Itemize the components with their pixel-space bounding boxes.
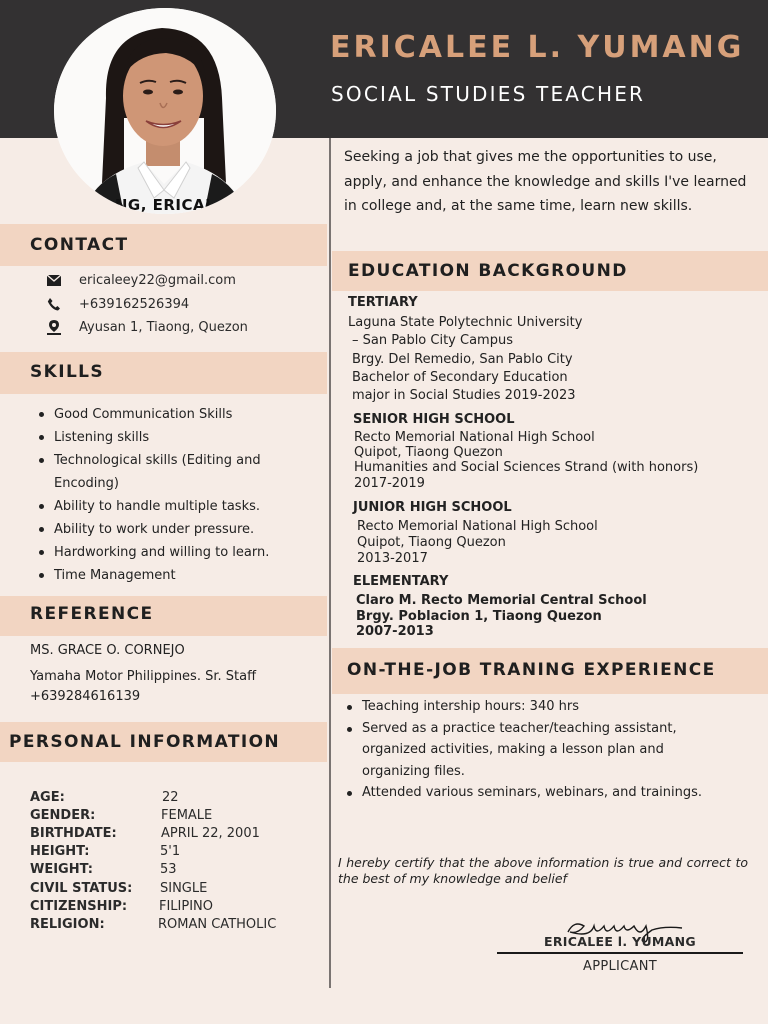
pi-value-age: 22: [162, 790, 179, 805]
edu-elementary-label: ELEMENTARY: [353, 574, 449, 589]
skill-item: Hardworking and willing to learn.: [36, 541, 306, 564]
edu-senior-line: Quipot, Tiaong Quezon: [354, 445, 503, 460]
photo-caption: NG, ERICAL: [114, 196, 216, 214]
edu-tertiary-line: Laguna State Polytechnic University: [348, 315, 583, 330]
edu-elementary-line: 2007-2013: [356, 624, 434, 639]
skill-item: Ability to handle multiple tasks.: [36, 495, 306, 518]
personal-info-heading: PERSONAL INFORMATION: [9, 732, 281, 752]
skill-item: Ability to work under pressure.: [36, 518, 306, 541]
signatory-name: ERICALEE l. YUMANG: [544, 934, 696, 949]
edu-junior-label: JUNIOR HIGH SCHOOL: [353, 500, 512, 515]
contact-address: [46, 318, 248, 336]
pi-label-citizenship: CITIZENSHIP:: [30, 899, 128, 914]
contact-email[interactable]: [46, 271, 236, 289]
envelope-icon: [46, 272, 62, 288]
skill-item: Good Communication Skills: [36, 403, 306, 426]
pi-label-religion: RELIGION:: [30, 917, 105, 932]
pi-value-gender: FEMALE: [161, 808, 213, 823]
career-objective: Seeking a job that gives me the opportunities to use, apply, and enhance the knowledge and skills I've learned in college and, at the same time, learn new skills.: [344, 149, 747, 214]
certification-statement: I hereby certify that the above information is true and correct to the best of my knowledge and belief: [338, 855, 748, 886]
skills-list: [36, 403, 306, 587]
contact-email-text: ericaleey22@gmail.com: [79, 272, 236, 288]
pi-label-height: HEIGHT:: [30, 844, 90, 859]
skill-item: Listening skills: [36, 426, 306, 449]
pi-label-age: AGE:: [30, 790, 65, 805]
edu-elementary-line: Claro M. Recto Memorial Central School: [356, 593, 647, 608]
reference-heading: REFERENCE: [30, 604, 154, 624]
pi-value-birthdate: APRIL 22, 2001: [161, 826, 260, 841]
edu-junior-line: Quipot, Tiaong Quezon: [357, 535, 506, 550]
edu-tertiary-line: Bachelor of Secondary Education: [352, 370, 568, 385]
pi-value-civil-status: SINGLE: [160, 881, 208, 896]
pi-value-religion: ROMAN CATHOLIC: [158, 917, 277, 932]
pi-label-civil-status: CIVIL STATUS:: [30, 881, 133, 896]
ojt-item: Attended various seminars, webinars, and trainings.: [344, 782, 704, 804]
reference-position: Yamaha Motor Philippines. Sr. Staff: [30, 669, 257, 684]
location-icon: [46, 319, 62, 335]
edu-senior-line: Recto Memorial National High School: [354, 430, 595, 445]
pi-label-birthdate: BIRTHDATE:: [30, 826, 117, 841]
applicant-name: ERICALEE L. YUMANG: [330, 30, 745, 65]
pi-value-weight: 53: [160, 862, 177, 877]
edu-elementary-line: Brgy. Poblacion 1, Tiaong Quezon: [356, 609, 602, 624]
signatory-role: APPLICANT: [583, 959, 657, 974]
edu-junior-line: 2013-2017: [357, 551, 428, 566]
reference-phone[interactable]: +639284616139: [30, 689, 141, 704]
contact-heading: CONTACT: [30, 235, 129, 255]
education-heading: EDUCATION BACKGROUND: [348, 261, 628, 281]
skills-heading: SKILLS: [30, 362, 105, 382]
ojt-list: [344, 696, 704, 804]
ojt-item: Teaching intership hours: 340 hrs: [344, 696, 704, 718]
contact-phone[interactable]: [46, 295, 189, 313]
signature-line: [497, 952, 743, 954]
edu-tertiary-line: major in Social Studies 2019-2023: [352, 388, 576, 403]
pi-label-gender: GENDER:: [30, 808, 96, 823]
reference-name: MS. GRACE O. CORNEJO: [30, 643, 185, 658]
edu-senior-label: SENIOR HIGH SCHOOL: [353, 412, 515, 427]
pi-value-height: 5'1: [160, 844, 181, 859]
edu-senior-line: Humanities and Social Sciences Strand (with honors): [354, 460, 699, 475]
phone-icon: [46, 296, 62, 312]
skill-item: Time Management: [36, 564, 306, 587]
skill-item: Technological skills (Editing and Encoding): [36, 449, 306, 495]
edu-tertiary-label: TERTIARY: [348, 295, 418, 310]
job-title: SOCIAL STUDIES TEACHER: [331, 82, 646, 106]
pi-label-weight: WEIGHT:: [30, 862, 93, 877]
edu-tertiary-line: Brgy. Del Remedio, San Pablo City: [352, 352, 573, 367]
ojt-heading: ON-THE-JOB TRANING EXPERIENCE: [347, 660, 716, 680]
edu-tertiary-line: – San Pablo City Campus: [352, 333, 513, 348]
ojt-item: Served as a practice teacher/teaching assistant, organized activities, making a lesson plan and organizing files.: [344, 718, 704, 783]
edu-senior-line: 2017-2019: [354, 476, 425, 491]
column-divider: [329, 138, 331, 988]
edu-junior-line: Recto Memorial National High School: [357, 519, 598, 534]
contact-phone-text: +639162526394: [79, 296, 190, 312]
profile-photo: [54, 8, 276, 214]
contact-address-text: Ayusan 1, Tiaong, Quezon: [79, 319, 248, 335]
pi-value-citizenship: FILIPINO: [159, 899, 214, 914]
